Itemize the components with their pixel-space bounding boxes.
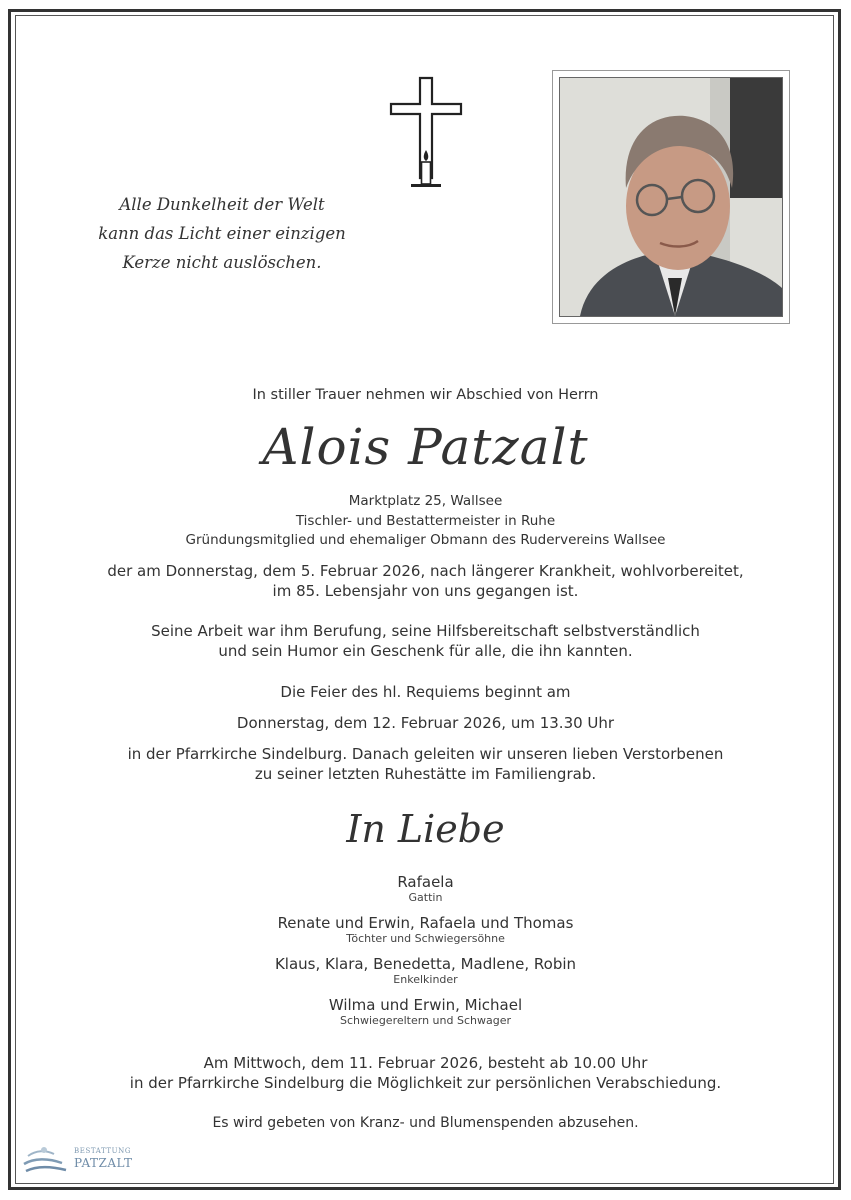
in-liebe-heading: In Liebe: [346, 807, 505, 851]
passing-paragraph: [0, 561, 851, 601]
family-names: Renate und Erwin, Rafaela und Thomas: [277, 914, 574, 932]
quote-line: Kerze nicht auslöschen.: [122, 253, 322, 272]
family-relation: Schwiegereltern und Schwager: [340, 1014, 511, 1027]
family-names: Rafaela: [397, 873, 454, 891]
cross-candle-icon: [386, 74, 466, 194]
paragraph-line: der am Donnerstag, dem 5. Februar 2026, nach längerer Krankheit, wohlvorbereitet,: [107, 562, 744, 580]
portrait-photo: [559, 77, 783, 317]
deceased-name: Alois Patzalt: [262, 418, 589, 476]
membership: Gründungsmitglied und ehemaliger Obmann des Rudervereins Wallsee: [185, 532, 666, 548]
requiem-date: Donnerstag, dem 12. Februar 2026, um 13.30 Uhr: [236, 714, 615, 732]
logo-text-small: BESTATTUNG: [74, 1147, 132, 1155]
portrait-frame: [552, 70, 790, 324]
paragraph-line: und sein Humor ein Geschenk für alle, die ihn kannten.: [218, 642, 633, 660]
family-group: [0, 873, 851, 905]
quote: [82, 190, 362, 277]
farewell-paragraph: [0, 1053, 851, 1093]
quote-line: Alle Dunkelheit der Welt: [119, 195, 325, 214]
family-group: [0, 955, 851, 987]
details: [0, 492, 851, 551]
intro-line: In stiller Trauer nehmen wir Abschied von Herrn: [252, 387, 599, 403]
family-relation: Töchter und Schwiegersöhne: [346, 932, 505, 945]
requiem-intro: Die Feier des hl. Requiems beginnt am: [280, 683, 571, 701]
profession: Tischler- und Bestattermeister in Ruhe: [295, 512, 556, 529]
family-group: [0, 914, 851, 946]
funeral-home-logo: [22, 1144, 132, 1180]
paragraph-line: in der Pfarrkirche Sindelburg die Möglichkeit zur persönlichen Verabschiedung.: [129, 1074, 722, 1092]
tribute-paragraph: [0, 621, 851, 661]
address: Marktplatz 25, Wallsee: [348, 493, 503, 509]
family-relation: Enkelkinder: [393, 973, 458, 986]
portrait-illustration: [560, 78, 782, 316]
flower-request: Es wird gebeten von Kranz- und Blumenspenden abzusehen.: [212, 1115, 639, 1131]
logo-text-big: PATZALT: [74, 1156, 133, 1170]
paragraph-line: in der Pfarrkirche Sindelburg. Danach geleiten wir unseren lieben Verstorbenen: [127, 745, 724, 763]
family-names: Wilma und Erwin, Michael: [328, 996, 523, 1014]
wave-logo-icon: [22, 1144, 70, 1178]
paragraph-line: zu seiner letzten Ruhestätte im Familiengrab.: [254, 765, 597, 783]
paragraph-line: Seine Arbeit war ihm Berufung, seine Hilfsbereitschaft selbstverständlich: [151, 622, 700, 640]
family-list: [0, 873, 851, 1037]
quote-line: kann das Licht einer einzigen: [98, 224, 346, 243]
family-group: [0, 996, 851, 1028]
family-relation: Gattin: [408, 891, 443, 904]
paragraph-line: Am Mittwoch, dem 11. Februar 2026, besteht ab 10.00 Uhr: [203, 1054, 648, 1072]
requiem-place-paragraph: [0, 744, 851, 784]
paragraph-line: im 85. Lebensjahr von uns gegangen ist.: [272, 582, 579, 600]
family-names: Klaus, Klara, Benedetta, Madlene, Robin: [274, 955, 577, 973]
